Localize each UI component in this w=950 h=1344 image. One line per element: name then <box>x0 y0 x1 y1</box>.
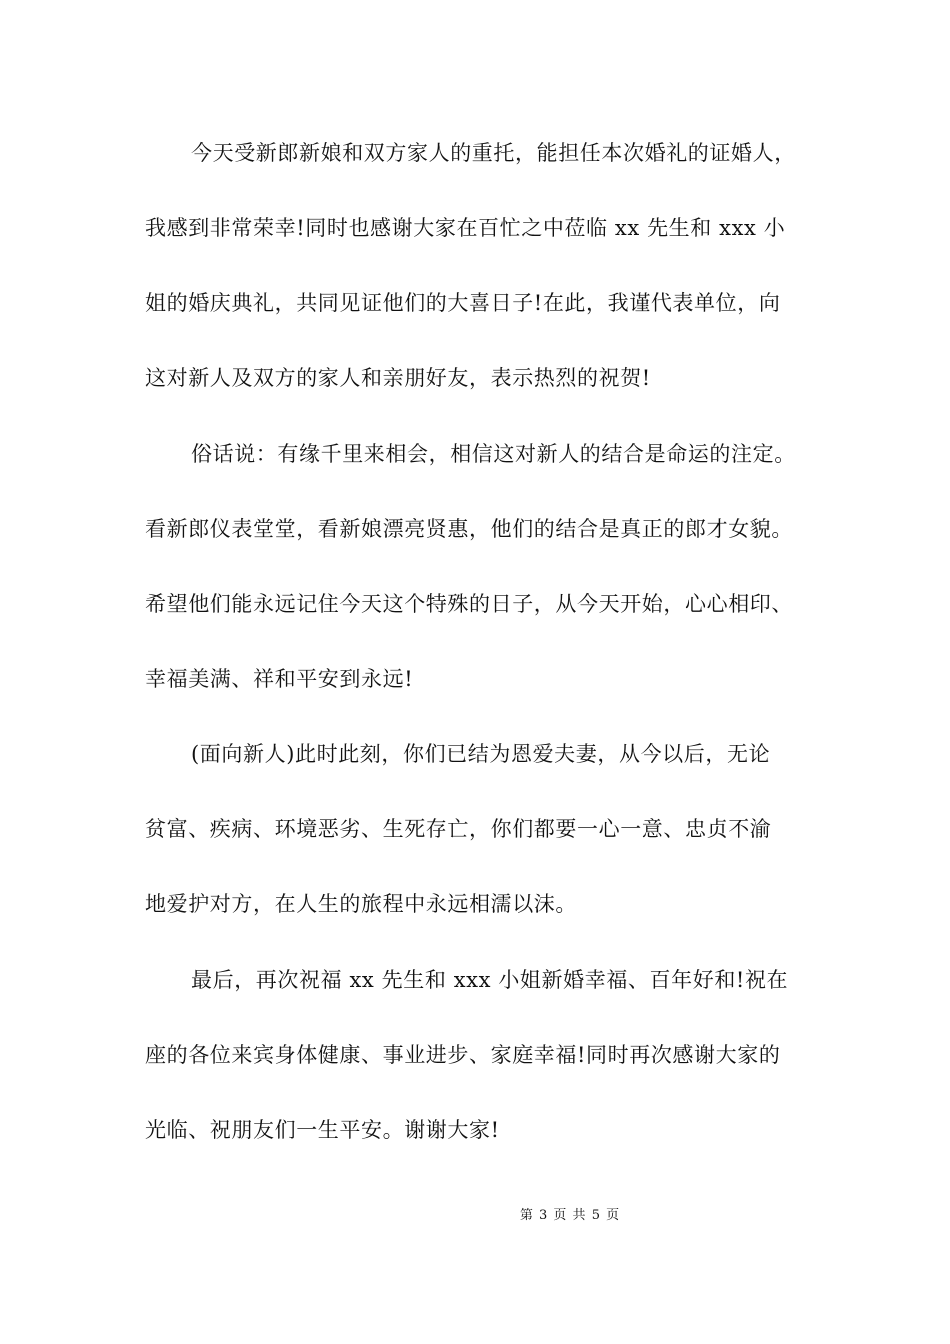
text-line: 地爱护对方，在人生的旅程中永远相濡以沫。 <box>145 892 577 916</box>
text-line: 幸福美满、祥和平安到永远! <box>145 667 414 691</box>
text-line: 这对新人及双方的家人和亲朋好友，表示热烈的祝贺! <box>145 366 651 390</box>
page-number-footer: 第 3 页 共 5 页 <box>519 1208 621 1223</box>
text-line: 最后，再次祝福 xx 先生和 xxx 小姐新婚幸福、百年好和!祝在 <box>191 968 789 992</box>
text-line: 今天受新郎新娘和双方家人的重托，能担任本次婚礼的证婚人， <box>191 141 796 165</box>
text-line: 贫富、疾病、环境恶劣、生死存亡，你们都要一心一意、忠贞不渝 <box>145 817 772 841</box>
text-line: 姐的婚庆典礼，共同见证他们的大喜日子!在此，我谨代表单位，向 <box>145 291 781 315</box>
text-line: 我感到非常荣幸!同时也感谢大家在百忙之中莅临 xx 先生和 xxx 小 <box>145 216 786 240</box>
text-line: (面向新人)此时此刻，你们已结为恩爱夫妻，从今以后，无论 <box>191 742 771 766</box>
text-line: 俗话说：有缘千里来相会，相信这对新人的结合是命运的注定。 <box>191 442 796 466</box>
text-line: 光临、祝朋友们一生平安。谢谢大家! <box>145 1118 500 1142</box>
text-line: 看新郎仪表堂堂，看新娘漂亮贤惠，他们的结合是真正的郎才女貌。 <box>145 517 793 541</box>
text-line: 座的各位来宾身体健康、事业进步、家庭幸福!同时再次感谢大家的 <box>145 1043 781 1067</box>
text-line: 希望他们能永远记住今天这个特殊的日子，从今天开始，心心相印、 <box>145 592 793 616</box>
